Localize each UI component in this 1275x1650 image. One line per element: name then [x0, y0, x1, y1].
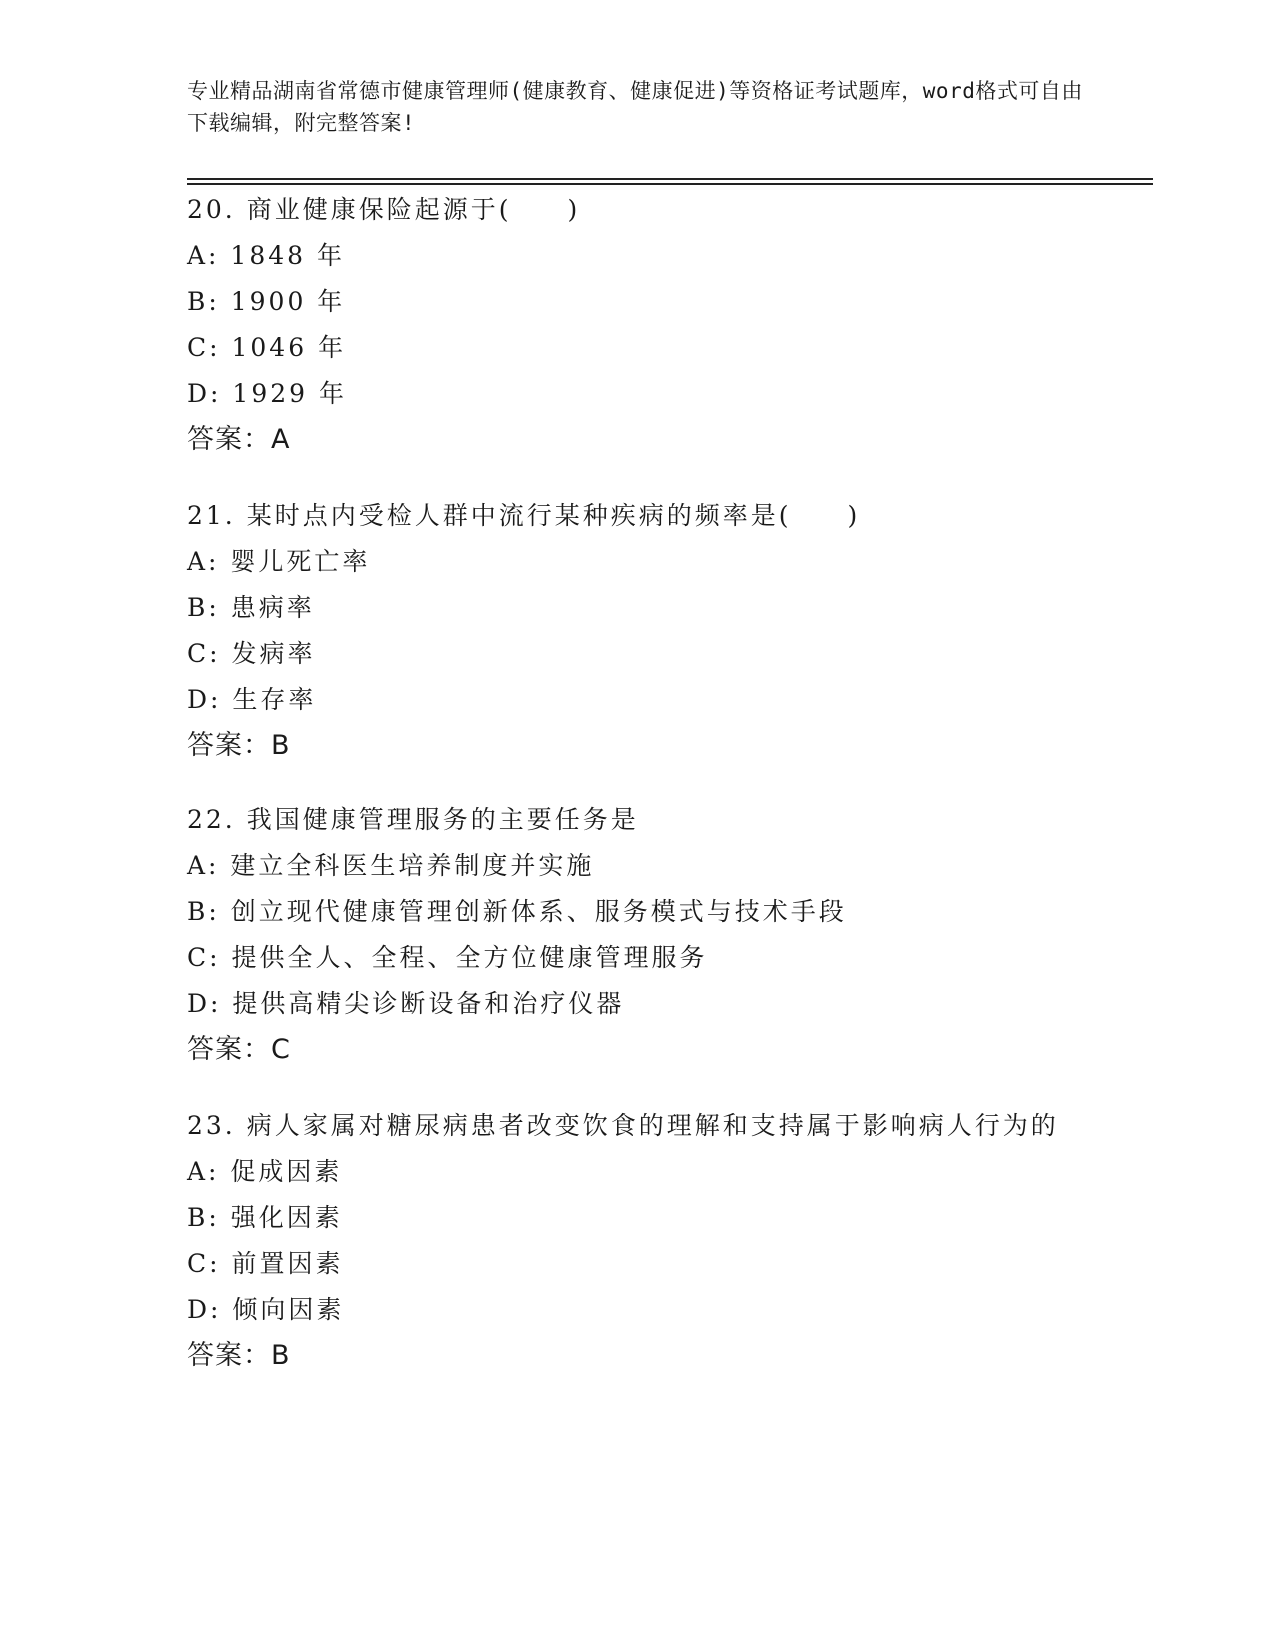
document-intro: 专业精品湖南省常德市健康管理师(健康教育、健康促进)等资格证考试题库，word格式可自由下载编辑，附完整答案! — [187, 79, 1083, 135]
question-stem: 21. 某时点内受检人群中流行某种疾病的频率是( ) — [187, 501, 861, 530]
question-stem: 23. 病人家属对糖尿病患者改变饮食的理解和支持属于影响病人行为的 — [187, 1111, 1059, 1140]
question-stem: 20. 商业健康保险起源于( ) — [187, 195, 581, 224]
option-a: A: 建立全科医生培养制度并实施 — [187, 851, 595, 880]
answer: 答案：B — [187, 730, 291, 761]
option-d: D: 提供高精尖诊断设备和治疗仪器 — [187, 989, 625, 1018]
option-c: C: 提供全人、全程、全方位健康管理服务 — [187, 943, 708, 972]
divider-line-top — [187, 178, 1153, 180]
option-b: B: 1900 年 — [187, 287, 346, 316]
option-a: A: 促成因素 — [187, 1157, 343, 1186]
option-d: D: 倾向因素 — [187, 1295, 345, 1324]
answer: 答案：B — [187, 1340, 291, 1371]
question-21 — [187, 493, 1087, 769]
question-23 — [187, 1103, 1087, 1379]
option-d: D: 生存率 — [187, 685, 317, 714]
question-stem: 22. 我国健康管理服务的主要任务是 — [187, 805, 639, 834]
option-b: B: 创立现代健康管理创新体系、服务模式与技术手段 — [187, 897, 847, 926]
answer: 答案：A — [187, 424, 291, 455]
answer: 答案：C — [187, 1034, 291, 1065]
option-d: D: 1929 年 — [187, 379, 347, 408]
divider-line-bottom — [187, 183, 1153, 185]
option-b: B: 强化因素 — [187, 1203, 343, 1232]
option-b: B: 患病率 — [187, 593, 315, 622]
question-20 — [187, 187, 1087, 463]
option-c: C: 前置因素 — [187, 1249, 344, 1278]
question-22 — [187, 797, 1087, 1073]
option-c: C: 发病率 — [187, 639, 316, 668]
option-a: A: 婴儿死亡率 — [187, 547, 371, 576]
option-a: A: 1848 年 — [187, 241, 345, 270]
option-c: C: 1046 年 — [187, 333, 347, 362]
